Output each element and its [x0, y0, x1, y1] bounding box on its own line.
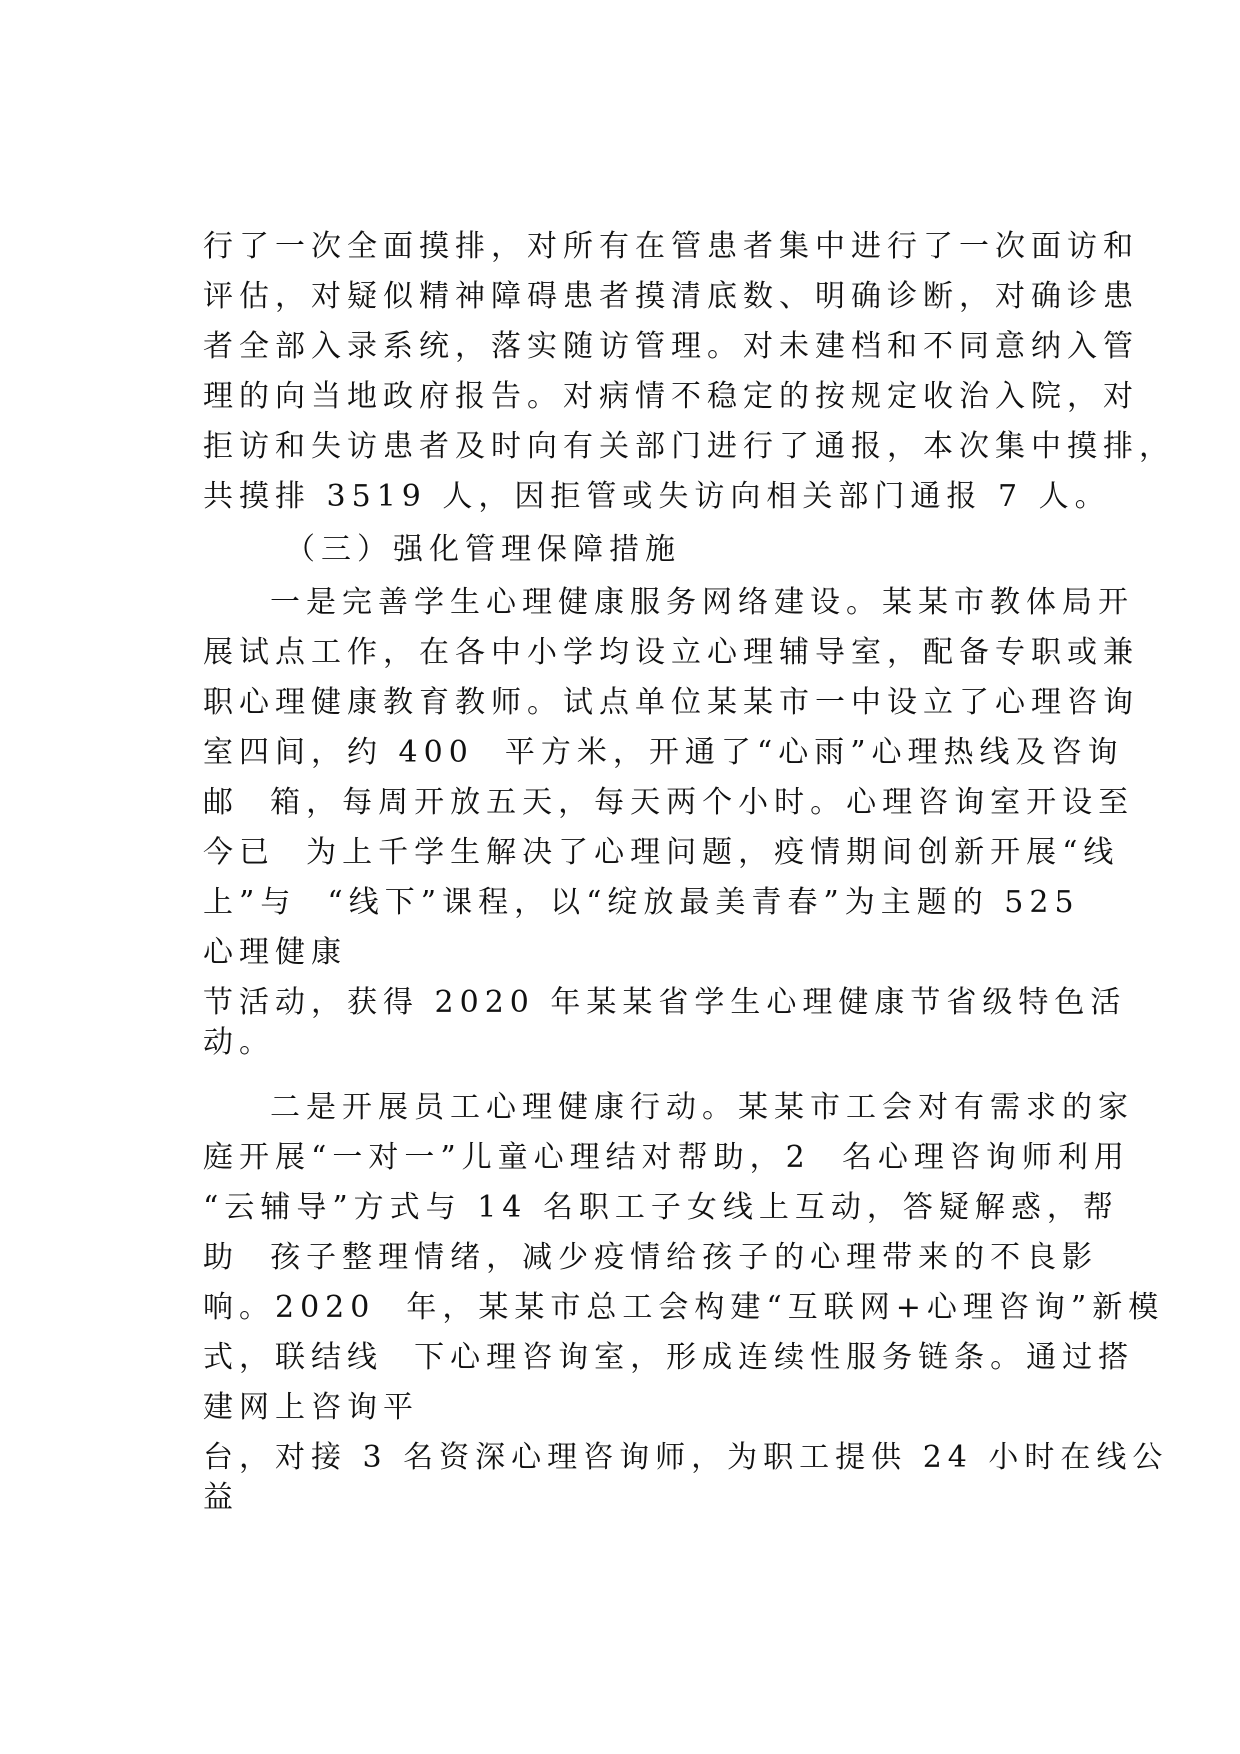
- body-text-line: “云辅导”方式与 14 名职工子女线上互动，答疑解惑，帮: [203, 1190, 1119, 1225]
- body-text-line: 评估，对疑似精神障碍患者摸清底数、明确诊断，对确诊患: [203, 279, 1139, 314]
- body-text-line: 展试点工作，在各中小学均设立心理辅导室，配备专职或兼: [203, 635, 1139, 670]
- body-text-line: 助 孩子整理情绪，减少疫情给孩子的心理带来的不良影: [203, 1240, 1099, 1275]
- body-text-line: 者全部入录系统，落实随访管理。对未建档和不同意纳入管: [203, 329, 1139, 364]
- body-text-line: 室四间，约 400 平方米，开通了“心雨”心理热线及咨询: [203, 735, 1124, 770]
- body-text-line: 拒访和失访患者及时向有关部门进行了通报，本次集中摸排，: [203, 429, 1175, 464]
- body-text-line: 行了一次全面摸排，对所有在管患者集中进行了一次面访和: [203, 229, 1139, 264]
- body-text-line: 益: [203, 1480, 239, 1515]
- body-text-line: 心理健康: [203, 935, 347, 970]
- body-text-line: 共摸排 3519 人，因拒管或失访向相关部门通报 7 人。: [203, 479, 1111, 514]
- body-text-line: 职心理健康教育教师。试点单位某某市一中设立了心理咨询: [203, 685, 1139, 720]
- body-text-line: 建网上咨询平: [203, 1390, 419, 1425]
- body-text-line: 动。: [203, 1025, 275, 1060]
- section-heading: （三）强化管理保障措施: [285, 532, 681, 567]
- body-text-line: 上”与 “线下”课程，以“绽放最美青春”为主题的 525: [203, 885, 1080, 920]
- body-text-line: 理的向当地政府报告。对病情不稳定的按规定收治入院，对: [203, 379, 1139, 414]
- body-text-line: 二是开展员工心理健康行动。某某市工会对有需求的家: [270, 1090, 1134, 1125]
- body-text-line: 台，对接 3 名资深心理咨询师，为职工提供 24 小时在线公: [203, 1440, 1169, 1475]
- body-text-line: 庭开展“一对一”儿童心理结对帮助，2 名心理咨询师利用: [203, 1140, 1130, 1175]
- body-text-line: 节活动，获得 2020 年某某省学生心理健康节省级特色活: [203, 985, 1127, 1020]
- body-text-line: 今已 为上千学生解决了心理问题，疫情期间创新开展“线: [203, 835, 1120, 870]
- body-text-line: 式，联结线 下心理咨询室，形成连续性服务链条。通过搭: [203, 1340, 1135, 1375]
- body-text-line: 邮 箱，每周开放五天，每天两个小时。心理咨询室开设至: [203, 785, 1135, 820]
- body-text-line: 响。2020 年，某某市总工会构建“互联网+心理咨询”新模: [203, 1290, 1165, 1325]
- body-text-line: 一是完善学生心理健康服务网络建设。某某市教体局开: [270, 585, 1134, 620]
